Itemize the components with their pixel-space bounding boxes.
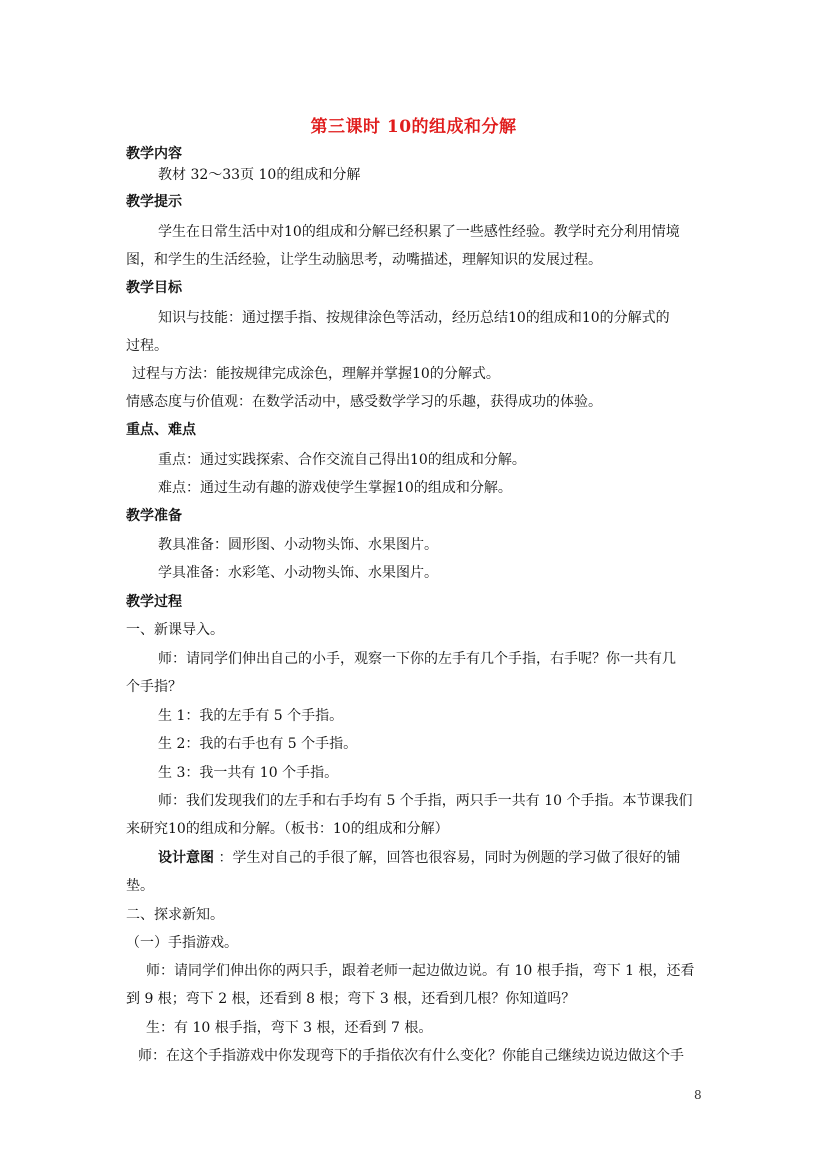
teacher-2-line-2: 来研究10的组成和分解。（板书：10的组成和分解） [126,821,449,837]
prep-line-2: 学具准备：水彩笔、小动物头饰、水果图片。 [158,565,438,581]
focus-line-2: 难点：通过生动有趣的游戏使学生掌握10的组成和分解。 [158,480,512,496]
teacher-3-line-1: 师：请同学们伸出你的两只手，跟着老师一起边做边说。有 10 根手指，弯下 1 根，还看 [146,963,695,979]
content-line: 教材 32～33页 10的组成和分解 [158,167,361,183]
heading-content: 教学内容 [126,146,182,162]
heading-prep: 教学准备 [126,508,182,524]
goals-line-4: 情感态度与价值观：在数学活动中，感受数学学习的乐趣，获得成功的体验。 [126,394,602,410]
teacher-4-line-1: 师：在这个手指游戏中你发现弯下的手指依次有什么变化？你能自己继续边说边做这个手 [138,1048,684,1064]
hint-line-2: 图，和学生的生活经验，让学生动脑思考，动嘴描述，理解知识的发展过程。 [126,252,602,268]
goals-line-1: 知识与技能：通过摆手指、按规律涂色等活动，经历总结10的组成和10的分解式的 [158,310,670,326]
page-number: 8 [694,1088,702,1102]
heading-hint: 教学提示 [126,194,182,210]
teacher-1-line-1: 师：请同学们伸出自己的小手，观察一下你的左手有几个手指，右手呢？你一共有几 [158,651,676,667]
design-intent-label: 设计意图 [158,850,214,866]
page-title: 第三课时 10的组成和分解 [310,117,517,137]
sub-section-1: （一）手指游戏。 [126,935,238,951]
student-1: 生 1：我的左手有 5 个手指。 [158,708,344,724]
heading-focus: 重点、难点 [126,422,196,438]
hint-line-1: 学生在日常生活中对10的组成和分解已经积累了一些感性经验。教学时充分利用情境 [158,224,680,240]
student-4: 生：有 10 根手指，弯下 3 根，还看到 7 根。 [146,1020,433,1036]
heading-process: 教学过程 [126,594,182,610]
goals-line-2: 过程。 [126,338,168,354]
prep-line-1: 教具准备：圆形图、小动物头饰、水果图片。 [158,537,438,553]
process-part-2: 二、探求新知。 [126,907,224,923]
teacher-1-line-2: 个手指？ [126,679,182,695]
design-intent-text: ：学生对自己的手很了解，回答也很容易，同时为例题的学习做了很好的铺 [214,850,681,866]
student-3: 生 3：我一共有 10 个手指。 [158,765,339,781]
teacher-2-line-1: 师：我们发现我们的左手和右手均有 5 个手指，两只手一共有 10 个手指。本节课我们 [158,793,693,809]
design-intent-line-2: 垫。 [126,878,154,894]
teacher-3-line-2: 到 9 根；弯下 2 根，还看到 8 根；弯下 3 根，还看到几根？你知道吗？ [126,991,576,1007]
design-intent-line-1 [158,848,680,868]
student-2: 生 2：我的右手也有 5 个手指。 [158,736,358,752]
focus-line-1: 重点：通过实践探索、合作交流自己得出10的组成和分解。 [158,452,526,468]
process-part-1: 一、新课导入。 [126,622,224,638]
goals-line-3: 过程与方法：能按规律完成涂色，理解并掌握10的分解式。 [132,366,500,382]
heading-goals: 教学目标 [126,280,182,296]
